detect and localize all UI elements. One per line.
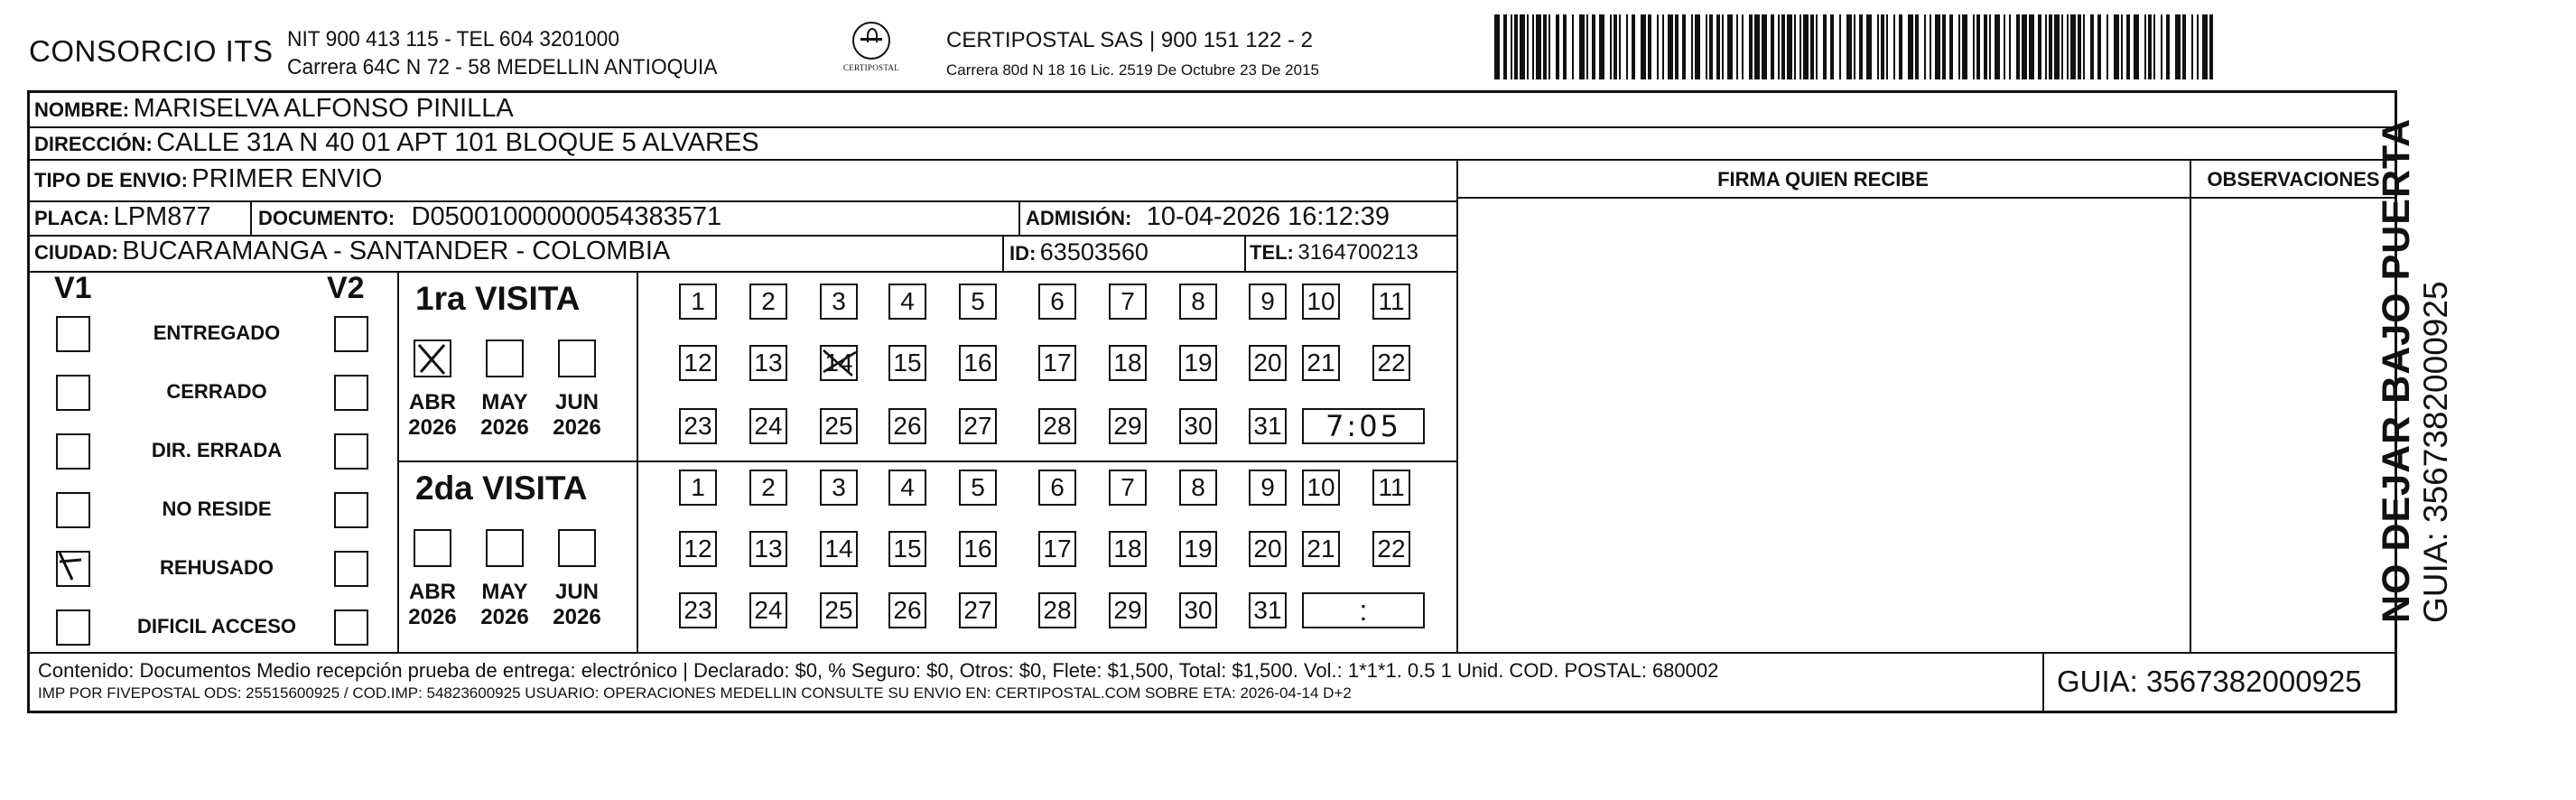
year-label: 2026 [553,415,601,440]
day-box[interactable]: 20 [1249,531,1287,567]
month-box-may[interactable] [486,529,524,567]
day-box[interactable]: 11 [1372,284,1410,320]
barcode-bar [1709,14,1713,79]
barcode-bar [1548,14,1550,79]
document-label: DOCUMENTO: [258,207,395,229]
barcode-bar [1962,14,1967,79]
day-box[interactable]: 25 [820,408,858,444]
barcode-bar [2061,14,2063,79]
barcode-bar [1810,14,1814,79]
name-row [34,94,514,124]
barcode-bar [2045,14,2047,79]
v2-header: V2 [327,271,365,305]
barcode-bar [2078,14,2081,79]
row-divider [1456,197,2397,199]
barcode-bar [1563,14,1567,79]
day-box[interactable]: 6 [1038,284,1076,320]
v2-checkbox-no-reside[interactable] [334,492,368,528]
barcode-bar [1514,14,1518,79]
day-box[interactable]: 5 [959,284,997,320]
v1-checkbox-entregado[interactable] [56,316,90,352]
tel-number: 3164700213 [1297,240,1418,265]
day-box[interactable]: 20 [1249,345,1287,381]
month-label: ABR [409,580,456,604]
day-box[interactable]: 13 [749,531,787,567]
barcode-bar [2202,14,2208,79]
courier-address: Carrera 80d N 18 16 Lic. 2519 De Octubre 23 De 2015 [946,61,1319,79]
month-box-jun[interactable] [558,529,596,567]
day-box[interactable]: 2 [749,284,787,320]
day-box[interactable]: 18 [1109,345,1147,381]
address-row [34,128,759,158]
barcode-bar [1924,14,1926,79]
barcode-bar [1778,14,1780,79]
year-label: 2026 [408,415,457,440]
col-divider [250,200,252,235]
month-caption [469,390,541,441]
barcode-bar [1579,14,1585,79]
barcode-bar [2070,14,2076,79]
address-label: DIRECCIÓN: [34,133,153,155]
col-divider [2190,159,2191,652]
barcode-bar [1527,14,1529,79]
barcode-bar [2114,14,2119,79]
barcode-bar [1736,14,1738,79]
barcode-bar [1536,14,1541,79]
day-box[interactable]: 22 [1372,531,1410,567]
status-label: DIR. ERRADA [151,439,283,461]
day-box[interactable]: 28 [1038,408,1076,444]
col-divider [1018,200,1020,235]
barcode-bar [1893,14,1895,79]
barcode-bar [2191,14,2193,79]
document-number: D05001000000054383571 [411,202,722,231]
col-divider [2042,652,2044,713]
barcode-bar [1727,14,1733,79]
barcode-bar [2161,14,2162,79]
barcode-bar [2175,14,2181,79]
day-box[interactable]: 6 [1038,470,1076,506]
barcode-bar [1816,14,1818,79]
recipient-name: MARISELVA ALFONSO PINILLA [133,94,514,123]
status-label: REHUSADO [160,556,274,579]
barcode-bar [2054,14,2060,79]
day-box[interactable]: 14 [820,345,858,381]
barcode-bar [2038,14,2041,79]
barcode-bar [1958,14,1960,79]
barcode-bar [1586,14,1588,79]
side-notice [2375,118,2455,623]
barcode-bar [2022,14,2027,79]
barcode-bar [1613,14,1617,79]
month-caption [541,390,613,441]
day-box[interactable]: 30 [1179,592,1217,628]
id-number: 63503560 [1039,238,1149,265]
day-box[interactable]: 15 [888,345,926,381]
barcode-bar [1846,14,1852,79]
barcode-bar [1716,14,1720,79]
barcode-bar [1877,14,1879,79]
admission-label: ADMISIÓN: [1026,207,1132,229]
barcode-bar [1619,14,1621,79]
tel-cell [1250,240,1418,265]
day-box[interactable]: 4 [888,284,926,320]
shipping-type: PRIMER ENVIO [191,164,383,193]
barcode-bar [2097,14,2101,79]
row-divider [27,159,2397,161]
month-box-jun[interactable] [558,340,596,377]
year-label: 2026 [480,605,529,629]
barcode-bar [1532,14,1534,79]
day-box[interactable]: 8 [1179,470,1217,506]
day-box[interactable]: 3 [820,470,858,506]
barcode-bar [1695,14,1700,79]
day-box[interactable]: 1 [679,284,717,320]
day-box[interactable]: 9 [1249,470,1287,506]
month-caption [541,580,613,630]
day-box[interactable]: 5 [959,470,997,506]
barcode-bar [2209,14,2213,79]
barcode-bar [2029,14,2034,79]
barcode-bar [1984,14,1987,79]
year-label: 2026 [553,605,601,629]
barcode-bar [1935,14,1940,79]
row-divider [27,271,1456,273]
barcode-bar [1754,14,1760,79]
barcode-bar [1749,14,1753,79]
barcode-bar [2009,14,2011,79]
recipient-address: CALLE 31A N 40 01 APT 101 BLOQUE 5 ALVARES [156,128,759,157]
x-mark-icon [414,340,451,377]
barcode-bar [1675,14,1679,79]
plate-label: PLACA: [34,207,110,229]
shipping-type-row [34,164,382,194]
shipping-type-label: TIPO DE ENVIO: [34,169,188,191]
year-label: 2026 [408,605,457,629]
visit-title-2: 2da VISITA [415,470,588,507]
barcode-bar [1799,14,1801,79]
barcode-bar [1915,14,1919,79]
col-divider [637,271,638,652]
v1-checkbox-dir-errada[interactable] [56,433,90,470]
barcode-bar [2067,14,2069,79]
content-details: Contenido: Documentos Medio recepción prueba de entrega: electrónico | Declarado: $0, % Seguro: $0, Otros: $0, Flete: $1,500, Total: $1,500. Vol.: 1*1*1. 0.5 1 Unid. COD. POSTAL: 680002 [38,659,1719,682]
day-box[interactable]: 29 [1109,408,1147,444]
day-box[interactable]: 19 [1179,531,1217,567]
barcode-bar [2182,14,2186,79]
status-label: CERRADO [166,380,267,403]
barcode-bar [2148,14,2152,79]
day-box[interactable]: 16 [959,345,997,381]
v2-checkbox-dificil-acceso[interactable] [334,609,368,646]
barcode-bar [2083,14,2085,79]
v1-checkbox-no-reside[interactable] [56,492,90,528]
month-box-may[interactable] [486,340,524,377]
status-label: ENTREGADO [153,321,281,344]
barcode-bar [1976,14,1980,79]
barcode-bar [1886,14,1888,79]
company-address: Carrera 64C N 72 - 58 MEDELLIN ANTIOQUIA [287,55,718,79]
day-box[interactable]: 8 [1179,284,1217,320]
month-caption [396,390,469,441]
month-label: JUN [554,390,599,414]
admission-cell [1026,202,1390,232]
day-box[interactable]: 12 [679,531,717,567]
certipostal-logo [831,22,912,85]
day-box[interactable]: 21 [1302,531,1340,567]
barcode-bar [1556,14,1559,79]
barcode-bar [2049,14,2052,79]
day-box[interactable]: 1 [679,470,717,506]
barcode-bar [1823,14,1827,79]
admission-date: 10-04-2026 16:12:39 [1146,202,1390,231]
strike-mark-icon [820,345,860,381]
day-box[interactable]: 18 [1109,531,1147,567]
day-box[interactable]: 17 [1038,345,1076,381]
month-label: JUN [554,580,599,604]
day-box[interactable]: 24 [749,592,787,628]
barcode-bar [1762,14,1767,79]
barcode-bar [1881,14,1884,79]
month-caption [469,580,541,630]
observations-header: OBSERVACIONES [2207,168,2380,191]
day-box[interactable]: 22 [1372,345,1410,381]
barcode-bar [1854,14,1855,79]
day-box[interactable]: 23 [679,408,717,444]
side-guia: GUIA: 3567382000925 [2417,281,2454,623]
barcode-bar [1803,14,1809,79]
barcode-bar [1662,14,1664,79]
barcode-bar [1859,14,1863,79]
month-label: ABR [409,390,456,414]
day-box[interactable]: 12 [679,345,717,381]
visit-time-2[interactable]: : [1302,592,1425,628]
barcode [1494,14,2222,79]
v1-checkbox-cerrado[interactable] [56,375,90,411]
day-box[interactable]: 3 [820,284,858,320]
visit-time-1[interactable]: 7:05 [1302,408,1425,444]
day-box[interactable]: 21 [1302,345,1340,381]
status-label: DIFICIL ACCESO [136,615,296,637]
print-details: IMP POR FIVEPOSTAL ODS: 25515600925 / COD.IMP: 54823600925 USUARIO: OPERACIONES MEDELLIN CONSULTE SU ENVIO EN: CERTIPOSTAL.COM SOBRE ETA: 2026-04-14 D+2 [38,684,1352,702]
day-box[interactable]: 25 [820,592,858,628]
barcode-bar [1682,14,1686,79]
day-box[interactable]: 10 [1302,284,1340,320]
v2-checkbox-dir-errada[interactable] [334,433,368,470]
barcode-bar [1787,14,1792,79]
day-box[interactable]: 31 [1249,592,1287,628]
col-divider [1456,159,1458,652]
day-box[interactable]: 26 [888,592,926,628]
v1-checkbox-dificil-acceso[interactable] [56,609,90,646]
barcode-bar [1771,14,1774,79]
day-box[interactable]: 11 [1372,470,1410,506]
barcode-bar [1722,14,1724,79]
signature-header: FIRMA QUIEN RECIBE [1717,168,1929,191]
status-label: NO RESIDE [162,498,272,520]
col-divider [1244,235,1246,271]
barcode-bar [1572,14,1574,79]
no-under-door-warning: NO DEJAR BAJO PUERTA [2375,117,2418,623]
barcode-bar [1942,14,1946,79]
month-box-abr[interactable] [414,340,451,377]
barcode-bar [1989,14,1991,79]
barcode-bar [1511,14,1512,79]
barcode-bar [2004,14,2005,79]
barcode-bar [1641,14,1646,79]
day-box[interactable]: 23 [679,592,717,628]
barcode-bar [1648,14,1651,79]
day-box[interactable]: 17 [1038,531,1076,567]
id-cell [1009,238,1149,266]
day-box[interactable]: 10 [1302,470,1340,506]
visit-divider [397,460,1456,462]
barcode-bar [2090,14,2094,79]
day-box[interactable]: 2 [749,470,787,506]
day-box[interactable]: 28 [1038,592,1076,628]
document-cell [258,202,721,232]
barcode-bar [1543,14,1547,79]
day-box[interactable]: 27 [959,408,997,444]
barcode-bar [1503,14,1507,79]
barcode-bar [1866,14,1872,79]
barcode-bar [2016,14,2020,79]
day-box[interactable]: 30 [1179,408,1217,444]
courier-line: CERTIPOSTAL SAS | 900 151 122 - 2 [946,28,1313,52]
month-box-abr[interactable] [414,529,451,567]
day-box[interactable]: 26 [888,408,926,444]
month-label: MAY [481,390,528,414]
city-label: CIUDAD: [34,241,118,264]
day-box[interactable]: 19 [1179,345,1217,381]
barcode-bar [2197,14,2199,79]
barcode-bar [1592,14,1595,79]
plate-cell [34,202,211,232]
month-label: MAY [481,580,528,604]
v2-checkbox-entregado[interactable] [334,316,368,352]
barcode-bar [1949,14,1953,79]
barcode-bar [1691,14,1693,79]
year-label: 2026 [480,415,529,440]
day-box[interactable]: 4 [888,470,926,506]
guia-number: GUIA: 3567382000925 [2057,665,2362,698]
id-label: ID: [1009,242,1037,265]
v2-checkbox-rehusado[interactable] [334,551,368,587]
day-box[interactable]: 29 [1109,592,1147,628]
barcode-bar [1610,14,1612,79]
col-divider [1002,235,1004,271]
day-box[interactable]: 15 [888,531,926,567]
barcode-bar [2121,14,2123,79]
company-info [287,25,717,81]
barcode-bar [2153,14,2155,79]
barcode-bar [1632,14,1635,79]
logo-icon [852,22,890,60]
barcode-bar [1908,14,1913,79]
month-caption [396,580,469,630]
nit-line: NIT 900 413 115 - TEL 604 3201000 [287,27,620,51]
visit-title-1: 1ra VISITA [415,280,581,317]
day-box[interactable]: 9 [1249,284,1287,320]
city: BUCARAMANGA - SANTANDER - COLOMBIA [122,237,671,265]
barcode-bar [1995,14,2000,79]
check-mark-icon [54,547,88,583]
barcode-bar [1626,14,1628,79]
day-box[interactable]: 13 [749,345,787,381]
barcode-bar [1830,14,1834,79]
day-box[interactable]: 14 [820,531,858,567]
day-box[interactable]: 16 [959,531,997,567]
plate: LPM877 [113,202,211,231]
day-box[interactable]: 31 [1249,408,1287,444]
barcode-bar [1794,14,1796,79]
barcode-bar [1520,14,1525,79]
barcode-bar [2106,14,2108,79]
barcode-bar [1742,14,1744,79]
barcode-bar [1494,14,1500,79]
v1-checkbox-rehusado[interactable] [56,551,90,587]
logo-text: CERTIPOSTAL [842,63,900,72]
day-box[interactable]: 7 [1109,284,1147,320]
day-box[interactable]: 27 [959,592,997,628]
barcode-bar [1657,14,1659,79]
v2-checkbox-cerrado[interactable] [334,375,368,411]
v1-header: V1 [54,271,92,305]
tel-label: TEL: [1250,241,1294,264]
barcode-bar [1839,14,1841,79]
company-name: CONSORCIO ITS [29,34,274,68]
barcode-bar [1899,14,1902,79]
barcode-bar [1706,14,1707,79]
name-label: NOMBRE: [34,98,130,121]
city-cell [34,237,670,266]
barcode-bar [2126,14,2130,79]
barcode-bar [2166,14,2170,79]
day-box[interactable]: 7 [1109,470,1147,506]
barcode-bar [1668,14,1673,79]
barcode-bar [1930,14,1931,79]
barcode-bar [1599,14,1604,79]
courier-info [946,25,1319,85]
day-box[interactable]: 24 [749,408,787,444]
barcode-bar [2134,14,2139,79]
barcode-bar [1781,14,1785,79]
barcode-bar [1973,14,1975,79]
barcode-bar [2144,14,2146,79]
